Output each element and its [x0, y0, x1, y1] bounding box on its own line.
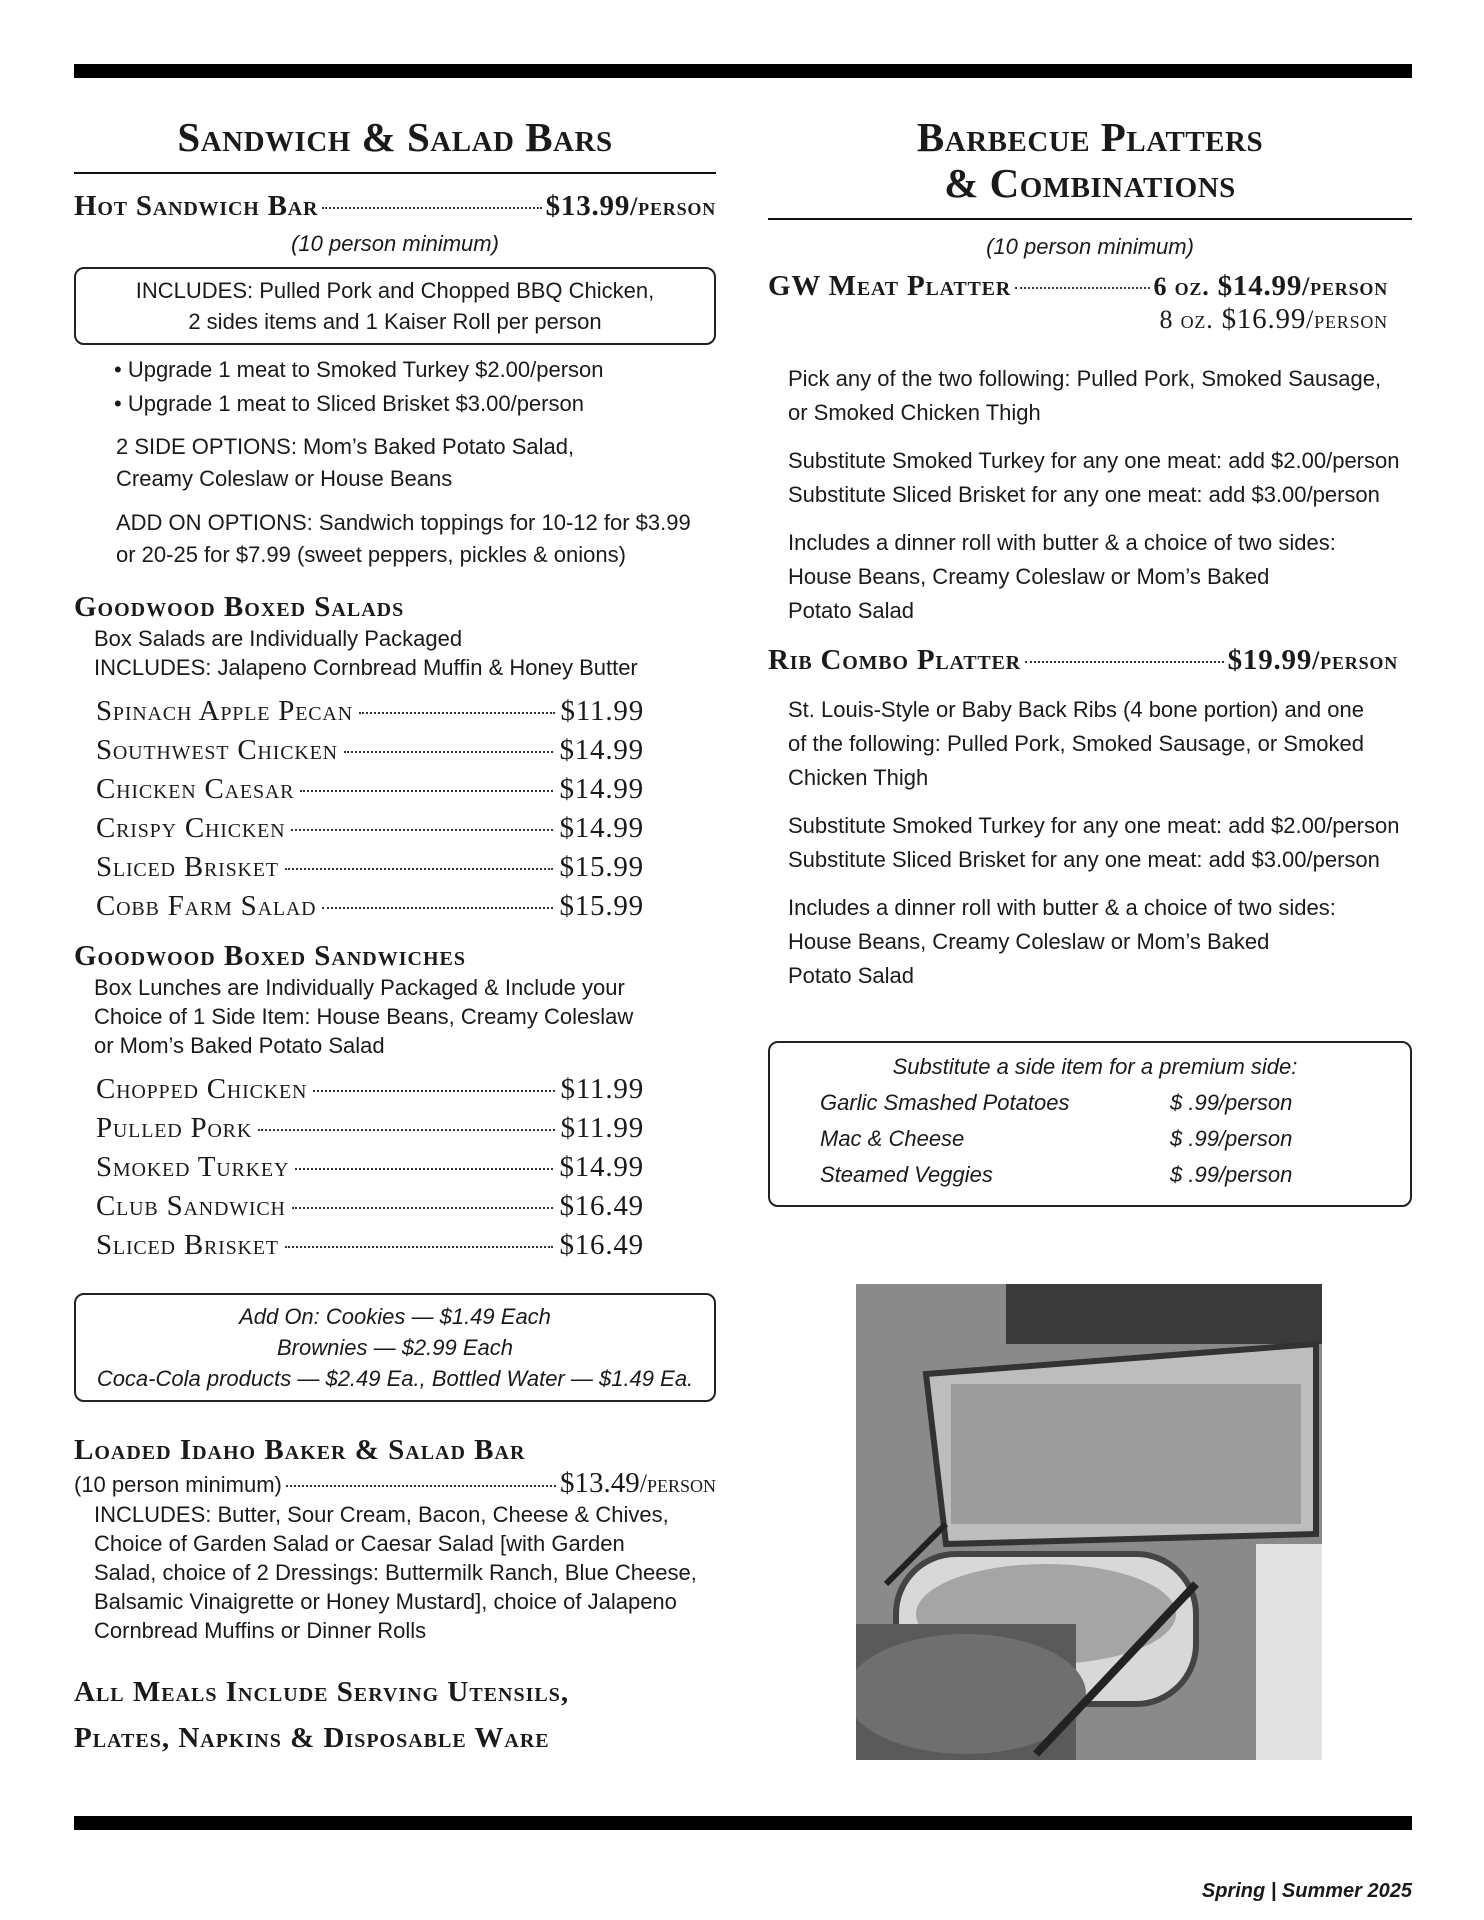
premium-item-price: $ .99/person [1170, 1162, 1293, 1187]
list-item [96, 1070, 644, 1109]
gw-size-2: 8 oz. [1159, 305, 1214, 334]
hot-bar-includes-box [74, 267, 716, 345]
salads-desc-2: INCLUDES: Jalapeno Cornbread Muffin & Honey Butter [94, 655, 638, 680]
list-item [96, 809, 644, 848]
gw-inc-2: House Beans, Creamy Coleslaw or Mom’s Baked [788, 564, 1270, 589]
baker-price: $13.49 [560, 1467, 640, 1499]
hot-sandwich-bar-heading [74, 190, 716, 223]
item-name: Southwest Chicken [96, 734, 338, 766]
gw-size-1: 6 oz. [1153, 272, 1210, 301]
gw-price-2: $16.99 [1221, 303, 1307, 335]
gw-second-size [768, 303, 1388, 336]
leader-dots [1025, 661, 1224, 663]
list-item [96, 848, 644, 887]
addon-cookies: Add On: Cookies — $1.49 Each [239, 1304, 551, 1329]
right-column [768, 96, 1412, 1207]
rib-desc-3: Chicken Thigh [788, 765, 929, 790]
upgrade-turkey: • Upgrade 1 meat to Smoked Turkey $2.00/person [114, 357, 604, 382]
list-item [96, 770, 644, 809]
all-meals-line-1: All Meals Include Serving Utensils, [74, 1676, 570, 1708]
addon-drinks: Coca-Cola products — $2.49 Ea., Bottled Water — $1.49 Ea. [96, 1366, 694, 1391]
item-name: Chicken Caesar [96, 773, 295, 805]
leader-dots [285, 868, 554, 870]
leader-dots [344, 751, 554, 753]
leader-dots [295, 1168, 553, 1170]
item-name: Sliced Brisket [96, 851, 279, 883]
boxed-salads-heading: Goodwood Boxed Salads [74, 591, 405, 623]
per-person: /person [630, 192, 716, 221]
item-price: $14.99 [559, 773, 644, 805]
rib-sub-1: Substitute Smoked Turkey for any one meat: add $2.00/person [788, 813, 1400, 838]
premium-item-price: $ .99/person [1170, 1126, 1293, 1151]
section-title-sandwich-salad: Sandwich & Salad Bars [177, 114, 613, 160]
item-price: $14.99 [559, 734, 644, 766]
baker-price-line [74, 1467, 716, 1500]
leader-dots [291, 829, 553, 831]
gw-pick-2: or Smoked Chicken Thigh [788, 400, 1041, 425]
list-item [96, 887, 644, 926]
item-name: Spinach Apple Pecan [96, 695, 353, 727]
leader-dots [322, 907, 553, 909]
gw-name: GW Meat Platter [768, 270, 1012, 302]
item-name: Smoked Turkey [96, 1151, 290, 1183]
includes-line-1: INCLUDES: Pulled Pork and Chopped BBQ Chicken, [135, 278, 655, 303]
hot-sandwich-bar-price: $13.99 [545, 190, 631, 222]
item-price: $15.99 [559, 851, 644, 883]
leader-dots [285, 1246, 554, 1248]
catering-photo-illustration [856, 1284, 1322, 1760]
sandwiches-desc-2: Choice of 1 Side Item: House Beans, Creamy Coleslaw [94, 1004, 634, 1029]
catering-photo [856, 1284, 1322, 1760]
leader-dots [313, 1090, 554, 1092]
bottom-rule [74, 1816, 1412, 1830]
item-price: $11.99 [560, 695, 644, 727]
list-item [96, 1187, 644, 1226]
item-name: Crispy Chicken [96, 812, 286, 844]
gw-pick-1: Pick any of the two following: Pulled Pork, Smoked Sausage, [788, 366, 1382, 391]
leader-dots [359, 712, 555, 714]
premium-item-price: $ .99/person [1170, 1090, 1293, 1115]
top-rule [74, 64, 1412, 78]
side-options-line-2: Creamy Coleslaw or House Beans [116, 466, 453, 491]
all-meals-note [74, 1669, 716, 1761]
season-footer: Spring | Summer 2025 [1201, 1880, 1412, 1902]
rib-sub-2: Substitute Sliced Brisket for any one meat: add $3.00/person [788, 847, 1380, 872]
list-item [96, 1148, 644, 1187]
item-name: Chopped Chicken [96, 1073, 308, 1105]
hot-bar-minimum: (10 person minimum) [291, 231, 499, 256]
item-price: $16.49 [559, 1190, 644, 1222]
gw-price-1: $14.99 [1217, 270, 1303, 302]
premium-item-name: Garlic Smashed Potatoes [820, 1090, 1070, 1115]
gw-inc-3: Potato Salad [788, 598, 914, 623]
rib-inc-1: Includes a dinner roll with butter & a choice of two sides: [788, 895, 1336, 920]
gw-meat-platter-heading [768, 270, 1388, 303]
list-item [96, 692, 644, 731]
gw-inc-1: Includes a dinner roll with butter & a choice of two sides: [788, 530, 1336, 555]
title-line-2: & Combinations [944, 160, 1236, 206]
section-title-barbecue [768, 114, 1412, 206]
baker-line-5: Cornbread Muffins or Dinner Rolls [94, 1618, 427, 1643]
leader-dots [286, 1485, 556, 1487]
leader-dots [292, 1207, 554, 1209]
rib-desc-2: of the following: Pulled Pork, Smoked Sausage, or Smoked [788, 731, 1364, 756]
premium-item-name: Mac & Cheese [820, 1126, 965, 1151]
premium-item-name: Steamed Veggies [820, 1162, 993, 1187]
item-price: $16.49 [559, 1229, 644, 1261]
addon-brownies: Brownies — $2.99 Each [276, 1335, 514, 1360]
addons-box [74, 1293, 716, 1402]
includes-line-2: 2 sides items and 1 Kaiser Roll per person [188, 309, 602, 334]
list-item [96, 1226, 644, 1265]
boxed-sandwiches-heading: Goodwood Boxed Sandwiches [74, 940, 467, 972]
sandwiches-list [74, 1070, 644, 1265]
leader-dots [300, 790, 553, 792]
leader-dots [1015, 287, 1149, 289]
premium-title: Substitute a side item for a premium side: [892, 1054, 1298, 1079]
sandwiches-desc-3: or Mom’s Baked Potato Salad [94, 1033, 385, 1058]
item-price: $11.99 [560, 1073, 644, 1105]
premium-sides-box [768, 1041, 1412, 1207]
per-person: /person [639, 1469, 716, 1498]
leader-dots [258, 1129, 554, 1131]
baker-line-3: Salad, choice of 2 Dressings: Buttermilk Ranch, Blue Cheese, [94, 1560, 697, 1585]
list-item [96, 1109, 644, 1148]
title-line-1: Barbecue Platters [916, 114, 1264, 160]
gw-sub-2: Substitute Sliced Brisket for any one meat: add $3.00/person [788, 482, 1380, 507]
baker-line-2: Choice of Garden Salad or Caesar Salad [with Garden [94, 1531, 625, 1556]
rib-name: Rib Combo Platter [768, 644, 1021, 676]
addon-options-line-1: ADD ON OPTIONS: Sandwich toppings for 10-12 for $3.99 [116, 510, 691, 535]
rib-desc-1: St. Louis-Style or Baby Back Ribs (4 bone portion) and one [788, 697, 1364, 722]
hot-sandwich-bar-name: Hot Sandwich Bar [74, 190, 319, 222]
addon-options-line-2: or 20-25 for $7.99 (sweet peppers, pickles & onions) [116, 542, 626, 567]
per-person: /person [1306, 305, 1388, 334]
baker-line-4: Balsamic Vinaigrette or Honey Mustard], choice of Jalapeno [94, 1589, 677, 1614]
side-options-line-1: 2 SIDE OPTIONS: Mom’s Baked Potato Salad, [116, 434, 575, 459]
all-meals-line-2: Plates, Napkins & Disposable Ware [74, 1722, 550, 1754]
list-item [820, 1121, 1370, 1157]
baker-line-1: INCLUDES: Butter, Sour Cream, Bacon, Cheese & Chives, [94, 1502, 669, 1527]
item-price: $14.99 [559, 812, 644, 844]
item-price: $15.99 [559, 890, 644, 922]
list-item [96, 731, 644, 770]
item-name: Pulled Pork [96, 1112, 253, 1144]
salads-desc-1: Box Salads are Individually Packaged [94, 626, 463, 651]
baker-minimum: (10 person minimum) [74, 1472, 282, 1497]
section-rule [768, 218, 1412, 220]
left-column [74, 96, 716, 1761]
item-name: Sliced Brisket [96, 1229, 279, 1261]
platters-minimum: (10 person minimum) [986, 234, 1194, 259]
item-name: Club Sandwich [96, 1190, 286, 1222]
per-person: /person [1302, 272, 1388, 301]
section-rule [74, 172, 716, 174]
per-person: /person [1312, 646, 1398, 675]
salads-list [74, 692, 644, 926]
sandwiches-desc-1: Box Lunches are Individually Packaged & Include your [94, 975, 625, 1000]
list-item [820, 1157, 1370, 1193]
rib-inc-3: Potato Salad [788, 963, 914, 988]
leader-dots [322, 207, 541, 209]
rib-price: $19.99 [1227, 644, 1313, 676]
gw-sub-1: Substitute Smoked Turkey for any one meat: add $2.00/person [788, 448, 1400, 473]
baker-heading: Loaded Idaho Baker & Salad Bar [74, 1434, 526, 1466]
rib-combo-heading [768, 644, 1398, 677]
item-price: $14.99 [559, 1151, 644, 1183]
item-price: $11.99 [560, 1112, 644, 1144]
rib-inc-2: House Beans, Creamy Coleslaw or Mom’s Baked [788, 929, 1270, 954]
upgrade-brisket: • Upgrade 1 meat to Sliced Brisket $3.00/person [114, 391, 584, 416]
item-name: Cobb Farm Salad [96, 890, 317, 922]
list-item [820, 1085, 1370, 1121]
